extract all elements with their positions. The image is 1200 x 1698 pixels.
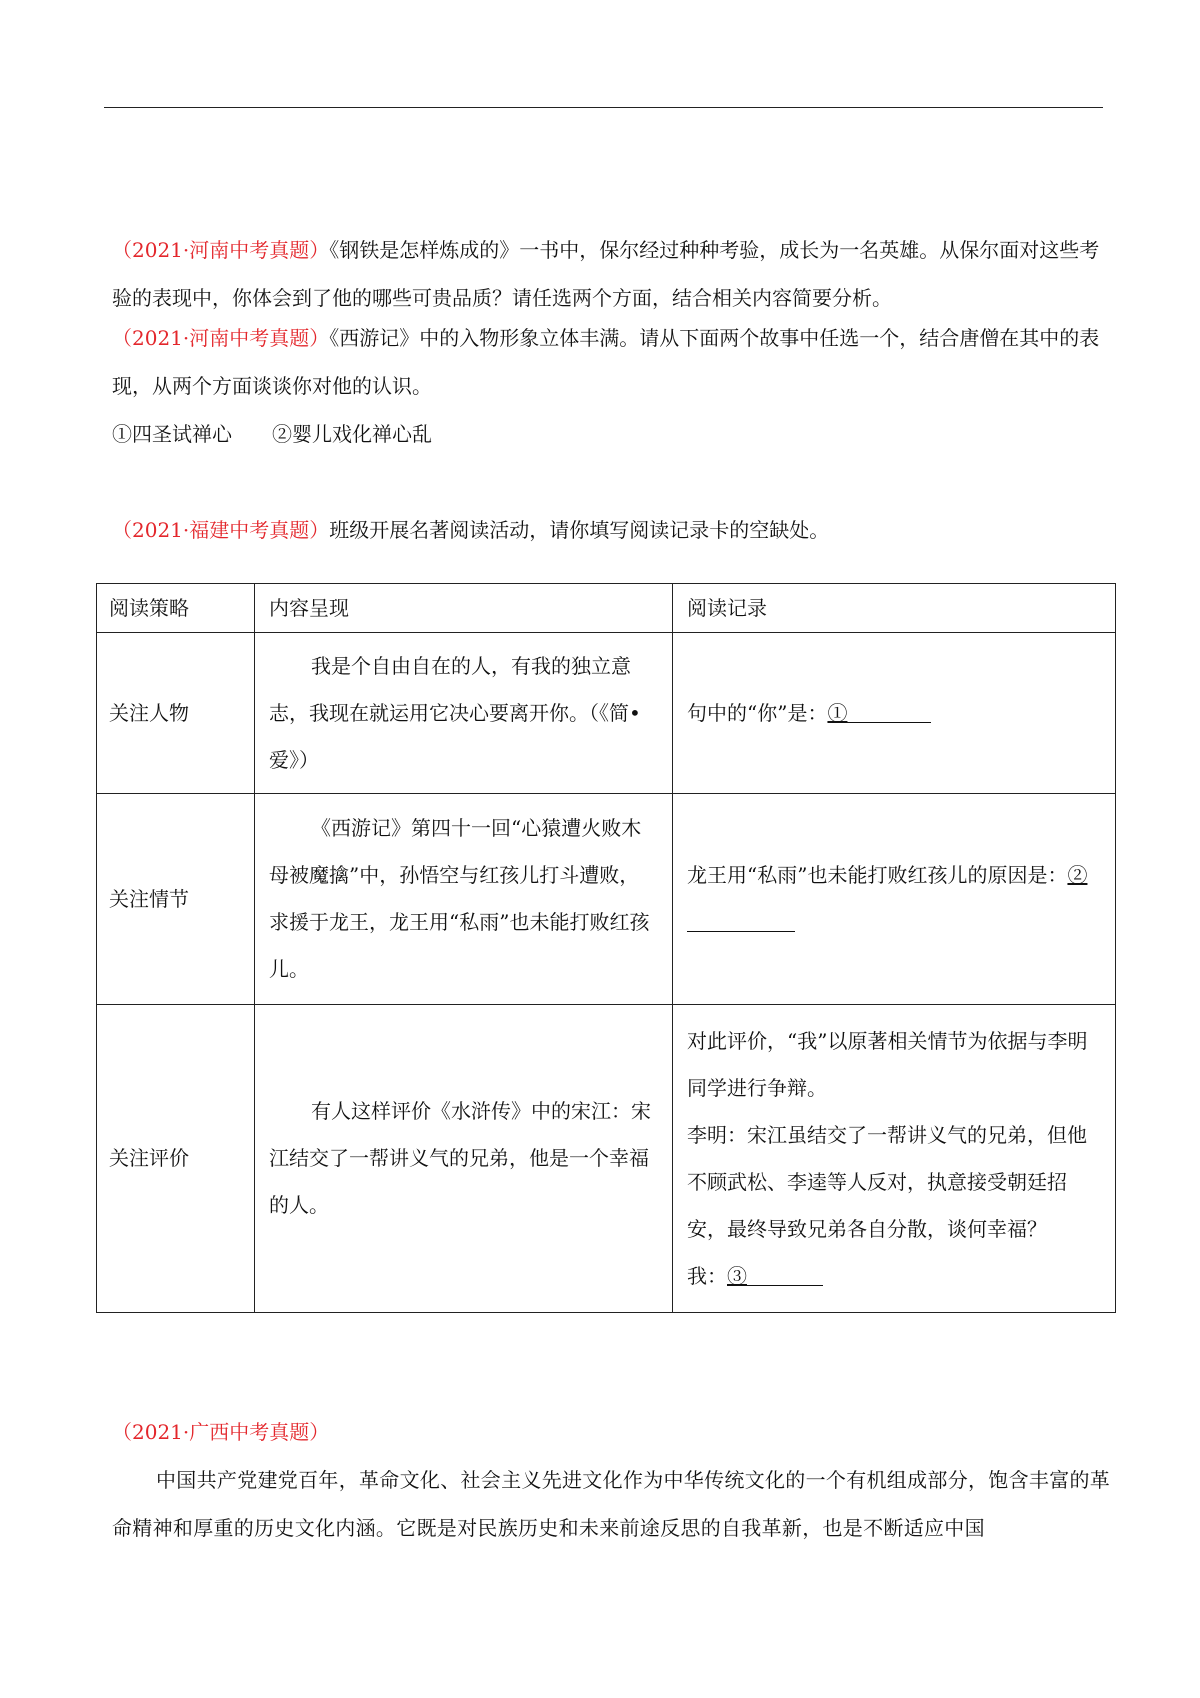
header-strategy: 阅读策略 [97,584,255,633]
question-2-text: 《西游记》中的入物形象立体丰满。请从下面两个故事中任选一个，结合唐僧在其中的表现，从两个方面谈谈你对他的认识。 [112,326,1100,398]
header-content: 内容呈现 [255,584,673,633]
answer-blank-2[interactable]: ② [687,863,1087,934]
reading-record-table [96,583,1116,1313]
row-content: 有人这样评价《水浒传》中的宋江：宋江结交了一帮讲义气的兄弟，他是一个幸福的人。 [255,1005,673,1313]
table-header-row [97,584,1116,633]
row-strategy: 关注情节 [97,794,255,1005]
question-4-text: 中国共产党建党百年，革命文化、社会主义先进文化作为中华传统文化的一个有机组成部分，饱含丰富的革命精神和厚重的历史文化内涵。它既是对民族历史和未来前途反思的自我革新，也是不断适应中国 [112,1468,1111,1540]
row-record [673,633,1116,794]
table-row [97,794,1116,1005]
question-3-source: （2021·福建中考真题） [112,518,330,542]
row-strategy: 关注评价 [97,1005,255,1313]
record-me [687,1253,1101,1300]
row-record [673,794,1116,1005]
question-3 [112,506,1112,554]
question-1 [112,226,1112,322]
question-2-options: ①四圣试禅心 ②婴儿戏化禅心乱 [112,422,432,446]
row-record [673,1005,1116,1313]
row-strategy: 关注人物 [97,633,255,794]
record-liming: 李明：宋江虽结交了一帮讲义气的兄弟，但他不顾武松、李逵等人反对，执意接受朝廷招安，最终导致兄弟各自分散，谈何幸福？ [687,1122,1087,1241]
question-4-source: （2021·广西中考真题） [112,1420,330,1444]
question-1-source: （2021·河南中考真题） [112,238,330,262]
row-content: 《西游记》第四十一回“心猿遭火败木母被魔擒”中，孙悟空与红孩儿打斗遭败，求援于龙王，龙王用“私雨”也未能打败红孩儿。 [255,794,673,1005]
answer-blank-3[interactable]: ③ [727,1264,823,1288]
question-1-text: 《钢铁是怎样炼成的》一书中，保尔经过种种考验，成长为一名英雄。从保尔面对这些考验的表现中，你体会到了他的哪些可贵品质？请任选两个方面，结合相关内容简要分析。 [112,238,1100,310]
table-row [97,1005,1116,1313]
question-2 [112,314,1112,410]
row-content: 我是个自由自在的人，有我的独立意志，我现在就运用它决心要离开你。（《简•爱》） [255,633,673,794]
record-prefix: 龙王用“私雨”也未能打败红孩儿的原因是： [687,863,1068,887]
table-row [97,633,1116,794]
header-rule [104,107,1103,108]
question-2-source: （2021·河南中考真题） [112,326,330,350]
record-prefix: 我： [687,1263,727,1288]
record-intro: 对此评价，“我”以原著相关情节为依据与李明同学进行争辩。 [687,1028,1088,1100]
answer-blank-1[interactable]: ① [827,701,931,725]
header-record: 阅读记录 [673,584,1116,633]
question-3-text: 班级开展名著阅读活动，请你填写阅读记录卡的空缺处。 [329,518,830,542]
record-prefix: 句中的“你”是： [687,700,828,725]
